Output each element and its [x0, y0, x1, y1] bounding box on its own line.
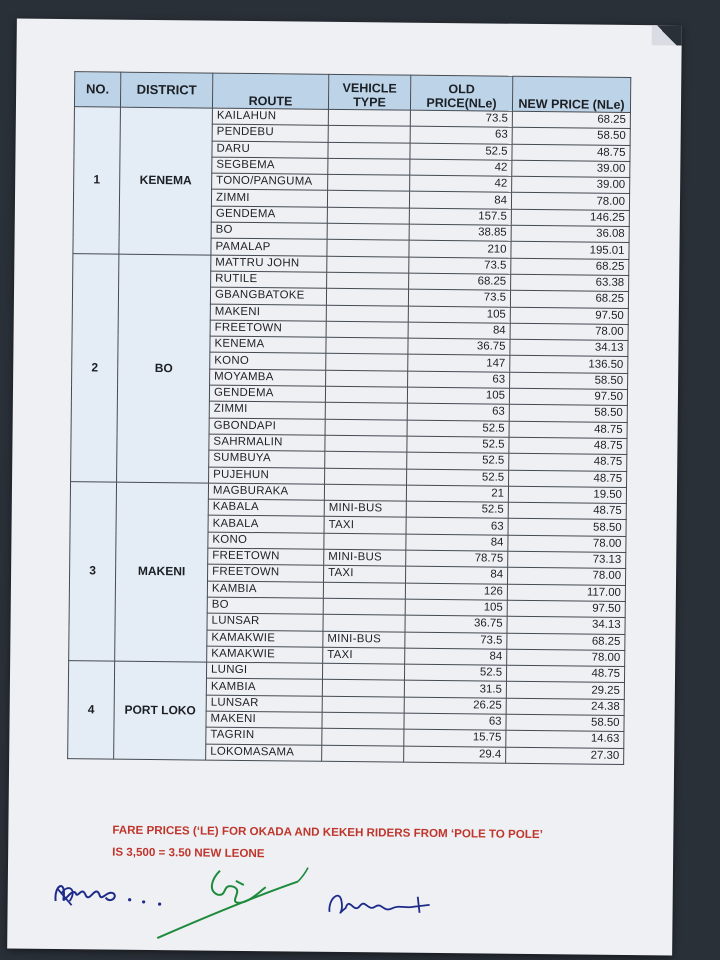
new-price-cell: 48.75 — [508, 502, 626, 520]
header-new-price: NEW PRICE (NLe) — [512, 76, 630, 112]
vehicle-type-cell — [328, 158, 410, 175]
old-price-cell: 42 — [410, 175, 512, 192]
route-cell: PUJEHUN — [209, 467, 325, 485]
new-price-cell: 19.50 — [508, 486, 626, 504]
old-price-cell: 73.5 — [410, 110, 512, 127]
new-price-cell: 146.25 — [511, 209, 629, 227]
old-price-cell: 73.5 — [405, 632, 507, 649]
new-price-cell: 73.13 — [508, 551, 626, 569]
old-price-cell: 68.25 — [409, 273, 511, 290]
vehicle-type-cell — [322, 729, 404, 746]
old-price-cell: 38.85 — [409, 224, 511, 241]
vehicle-type-cell — [322, 663, 404, 680]
route-cell: MOYAMBA — [210, 369, 326, 387]
old-price-cell: 157.5 — [409, 208, 511, 225]
vehicle-type-cell — [325, 468, 407, 485]
old-price-cell: 63 — [407, 403, 509, 420]
new-price-cell: 58.50 — [508, 519, 626, 537]
district-name: MAKENI — [115, 482, 209, 662]
route-cell: PENDEBU — [212, 124, 328, 142]
route-cell: TAGRIN — [206, 727, 322, 745]
new-price-cell: 36.08 — [511, 225, 629, 243]
fare-note-line-2: IS 3,500 = 3.50 NEW LEONE — [112, 845, 265, 861]
vehicle-type-cell — [322, 745, 404, 762]
old-price-cell: 29.4 — [404, 746, 506, 763]
new-price-cell: 68.25 — [511, 258, 629, 276]
district-name: PORT LOKO — [114, 661, 207, 760]
route-cell: GENDEMA — [211, 206, 327, 224]
route-cell: LOKOMASAMA — [206, 744, 322, 762]
vehicle-type-cell — [325, 403, 407, 420]
old-price-cell: 52.5 — [407, 436, 509, 453]
header-no: NO. — [74, 72, 120, 107]
route-cell: BO — [211, 222, 327, 240]
new-price-cell: 29.25 — [506, 682, 624, 700]
route-cell: TONO/PANGUMA — [212, 173, 328, 191]
fare-table-body — [68, 107, 631, 765]
new-price-cell: 78.00 — [511, 193, 629, 211]
route-cell: SEGBEMA — [212, 157, 328, 175]
route-cell: MAKENI — [210, 304, 326, 322]
vehicle-type-cell — [323, 582, 405, 599]
vehicle-type-cell: TAXI — [323, 647, 405, 664]
vehicle-type-cell: MINI-BUS — [324, 500, 406, 517]
vehicle-type-cell — [326, 289, 408, 306]
vehicle-type-cell — [322, 712, 404, 729]
old-price-cell: 52.5 — [404, 664, 506, 681]
vehicle-type-cell — [327, 191, 409, 208]
new-price-cell: 58.50 — [506, 714, 624, 732]
new-price-cell: 39.00 — [512, 176, 630, 194]
old-price-cell: 210 — [409, 241, 511, 258]
new-price-cell: 14.63 — [506, 730, 624, 748]
old-price-cell: 63 — [408, 371, 510, 388]
old-price-cell: 84 — [406, 566, 508, 583]
old-price-cell: 78.75 — [406, 550, 508, 567]
old-price-cell: 105 — [408, 306, 510, 323]
vehicle-type-cell — [325, 452, 407, 469]
vehicle-type-cell — [322, 680, 404, 697]
route-cell: FREETOWN — [208, 564, 324, 582]
fare-table — [67, 71, 631, 765]
old-price-cell: 36.75 — [408, 338, 510, 355]
route-cell: DARU — [212, 141, 328, 159]
route-cell: LUNSAR — [207, 613, 323, 631]
route-cell: MAKENI — [206, 711, 322, 729]
vehicle-type-cell: TAXI — [324, 517, 406, 534]
old-price-cell: 42 — [410, 159, 512, 176]
new-price-cell: 78.00 — [508, 535, 626, 553]
new-price-cell: 78.00 — [507, 649, 625, 667]
new-price-cell: 48.75 — [509, 470, 627, 488]
new-price-cell: 48.75 — [506, 665, 624, 683]
route-cell: FREETOWN — [208, 548, 324, 566]
group-number: 3 — [69, 481, 117, 661]
route-cell: KAILAHUN — [212, 108, 328, 126]
route-cell: ZIMMI — [211, 190, 327, 208]
route-cell: ZIMMI — [209, 401, 325, 419]
vehicle-type-cell — [326, 305, 408, 322]
old-price-cell: 105 — [407, 387, 509, 404]
vehicle-type-cell — [327, 240, 409, 257]
new-price-cell: 195.01 — [511, 242, 629, 260]
old-price-cell: 52.5 — [407, 420, 509, 437]
old-price-cell: 36.75 — [405, 615, 507, 632]
old-price-cell: 73.5 — [409, 257, 511, 274]
vehicle-type-cell — [328, 174, 410, 191]
new-price-cell: 63.38 — [511, 274, 629, 292]
route-cell: SAHRMALIN — [209, 434, 325, 452]
route-cell: GENDEMA — [209, 385, 325, 403]
vehicle-type-cell — [326, 337, 408, 354]
new-price-cell: 117.00 — [507, 584, 625, 602]
old-price-cell: 84 — [406, 534, 508, 551]
vehicle-type-cell — [327, 272, 409, 289]
new-price-cell: 97.50 — [509, 388, 627, 406]
route-cell: RUTILE — [211, 271, 327, 289]
group-number: 2 — [71, 253, 119, 482]
new-price-cell: 78.00 — [507, 568, 625, 586]
new-price-cell: 58.50 — [509, 405, 627, 423]
vehicle-type-cell — [327, 207, 409, 224]
route-cell: KAMBIA — [206, 678, 322, 696]
new-price-cell: 97.50 — [507, 600, 625, 618]
route-cell: MAGBURAKA — [208, 483, 324, 501]
route-cell: FREETOWN — [210, 320, 326, 338]
route-cell: SUMBUYA — [209, 450, 325, 468]
old-price-cell: 63 — [404, 713, 506, 730]
new-price-cell: 68.25 — [507, 633, 625, 651]
new-price-cell: 58.50 — [512, 128, 630, 146]
new-price-cell: 58.50 — [510, 372, 628, 390]
old-price-cell: 26.25 — [404, 697, 506, 714]
route-cell: KONO — [208, 532, 324, 550]
vehicle-type-cell — [326, 354, 408, 371]
header-vehicle-type: VEHICLE TYPE — [328, 74, 410, 110]
vehicle-type-cell — [326, 321, 408, 338]
route-cell: KAMBIA — [207, 581, 323, 599]
group-number: 4 — [68, 661, 115, 759]
signature-2 — [147, 856, 328, 948]
old-price-cell: 63 — [406, 518, 508, 535]
vehicle-type-cell — [328, 109, 410, 126]
vehicle-type-cell — [325, 386, 407, 403]
route-cell: KENEMA — [210, 336, 326, 354]
route-cell: KONO — [210, 353, 326, 371]
route-cell: MATTRU JOHN — [211, 255, 327, 273]
new-price-cell: 48.75 — [509, 421, 627, 439]
old-price-cell: 52.5 — [407, 469, 509, 486]
old-price-cell: 15.75 — [404, 729, 506, 746]
vehicle-type-cell — [327, 256, 409, 273]
old-price-cell: 73.5 — [408, 289, 510, 306]
district-name: BO — [117, 254, 211, 483]
old-price-cell: 84 — [409, 192, 511, 209]
vehicle-type-cell: MINI-BUS — [324, 549, 406, 566]
old-price-cell: 63 — [410, 126, 512, 143]
vehicle-type-cell — [327, 223, 409, 240]
group-number: 1 — [73, 107, 121, 254]
new-price-cell: 34.13 — [507, 616, 625, 634]
old-price-cell: 52.5 — [406, 501, 508, 518]
header-old-price: OLD PRICE(NLe) — [410, 75, 512, 111]
old-price-cell: 52.5 — [407, 452, 509, 469]
new-price-cell: 48.75 — [512, 144, 630, 162]
vehicle-type-cell — [328, 126, 410, 143]
vehicle-type-cell — [328, 142, 410, 159]
new-price-cell: 68.25 — [512, 111, 630, 129]
vehicle-type-cell — [324, 533, 406, 550]
vehicle-type-cell — [322, 696, 404, 713]
new-price-cell: 48.75 — [509, 453, 627, 471]
route-cell: KABALA — [208, 499, 324, 517]
route-cell: KAMAKWIE — [207, 630, 323, 648]
vehicle-type-cell — [323, 614, 405, 631]
new-price-cell: 24.38 — [506, 698, 624, 716]
vehicle-type-cell — [326, 370, 408, 387]
route-cell: LUNGI — [206, 662, 322, 680]
old-price-cell: 147 — [408, 355, 510, 372]
old-price-cell: 84 — [405, 648, 507, 665]
document-sheet — [7, 19, 682, 956]
district-name: KENEMA — [119, 107, 213, 255]
new-price-cell: 48.75 — [509, 437, 627, 455]
new-price-cell: 78.00 — [510, 323, 628, 341]
old-price-cell: 52.5 — [410, 143, 512, 160]
old-price-cell: 31.5 — [404, 681, 506, 698]
route-cell: LUNSAR — [206, 695, 322, 713]
new-price-cell: 39.00 — [512, 160, 630, 178]
vehicle-type-cell — [325, 435, 407, 452]
vehicle-type-cell — [325, 419, 407, 436]
old-price-cell: 105 — [405, 599, 507, 616]
header-route: ROUTE — [212, 73, 328, 109]
vehicle-type-cell: MINI-BUS — [323, 631, 405, 648]
new-price-cell: 97.50 — [510, 307, 628, 325]
new-price-cell: 68.25 — [510, 290, 628, 308]
old-price-cell: 126 — [405, 583, 507, 600]
new-price-cell: 34.13 — [510, 339, 628, 357]
new-price-cell: 136.50 — [510, 356, 628, 374]
header-district: DISTRICT — [120, 72, 212, 108]
vehicle-type-cell — [324, 484, 406, 501]
route-cell: GBONDAPI — [209, 418, 325, 436]
old-price-cell: 21 — [406, 485, 508, 502]
vehicle-type-cell — [323, 598, 405, 615]
new-price-cell: 27.30 — [506, 747, 624, 765]
signature-3 — [319, 878, 460, 929]
fare-note-line-1: FARE PRICES (‘LE) FOR OKADA AND KEKEH RIDERS FROM ‘POLE TO POLE’ — [112, 823, 543, 842]
route-cell: PAMALAP — [211, 238, 327, 256]
route-cell: GBANGBATOKE — [210, 287, 326, 305]
old-price-cell: 84 — [408, 322, 510, 339]
vehicle-type-cell: TAXI — [324, 566, 406, 583]
route-cell: KABALA — [208, 515, 324, 533]
folded-corner — [652, 25, 682, 45]
table-header-row — [74, 72, 630, 113]
route-cell: KAMAKWIE — [207, 646, 323, 664]
route-cell: BO — [207, 597, 323, 615]
